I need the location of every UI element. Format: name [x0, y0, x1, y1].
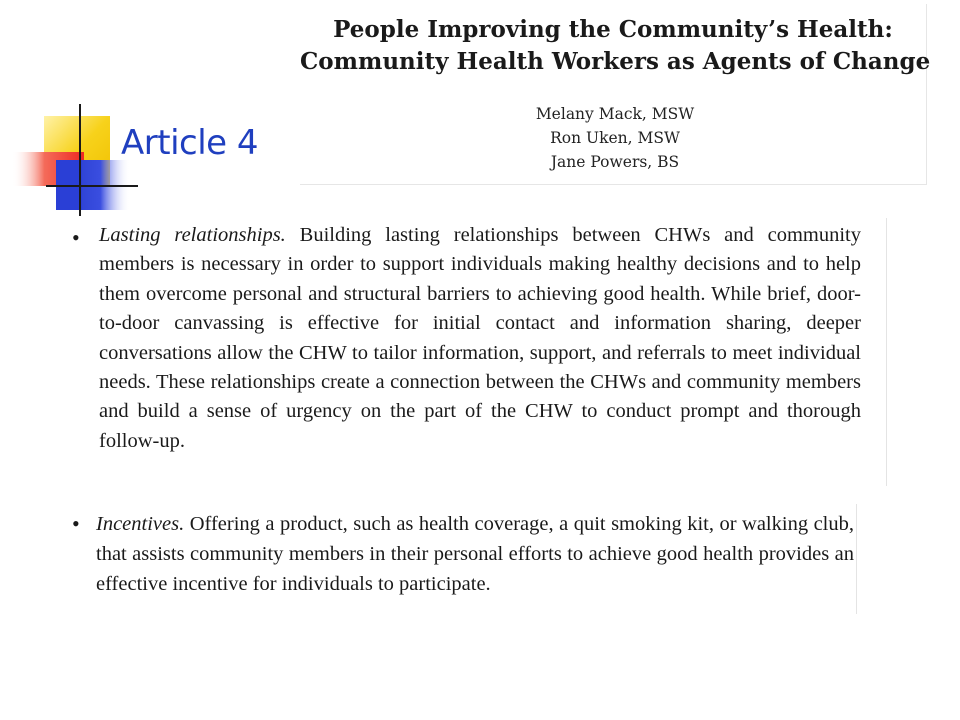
excerpt-body: Offering a product, such as health coverage, a quit smoking kit, or walking club, that assists community members in their personal efforts to achieve good health provides an effective incentive for individuals to participate.: [96, 513, 854, 595]
slide-title: Article 4: [121, 123, 259, 163]
bullet-icon: •: [72, 225, 80, 250]
author-list: [530, 102, 700, 174]
bullet-icon: •: [72, 511, 80, 536]
article-title-line-1: People Improving the Community’s Health:: [333, 16, 893, 43]
excerpt-lead: Incentives.: [96, 513, 185, 535]
excerpt-paragraph: [96, 509, 854, 599]
author-name: Ron Uken, MSW: [550, 129, 680, 147]
excerpt-incentives: [60, 504, 857, 614]
article-title: [300, 14, 931, 78]
excerpt-lead: Lasting relationships.: [99, 224, 286, 246]
excerpt-paragraph: [99, 221, 861, 456]
article-header-card: [300, 4, 931, 185]
slide-decoration: [0, 0, 140, 220]
author-name: Jane Powers, BS: [550, 153, 680, 171]
author-name: Melany Mack, MSW: [535, 105, 695, 123]
article-title-line-2: Community Health Workers as Agents of Change: [300, 48, 931, 75]
excerpt-lasting-relationships: [60, 218, 887, 486]
excerpt-body: Building lasting relationships between CHWs and community members is necessary in order to support individuals making healthy decisions and to help them overcome personal and structural barriers to achieving good health. While brief, door-to-door canvassing is effective for initial contact and information sharing, deeper conversations allow the CHW to tailor information, support, and referrals to meet individual needs. These relationships create a connection between the CHWs and community members and build a sense of urgency on the part of the CHW to conduct prompt and thorough follow-up.: [99, 224, 861, 452]
